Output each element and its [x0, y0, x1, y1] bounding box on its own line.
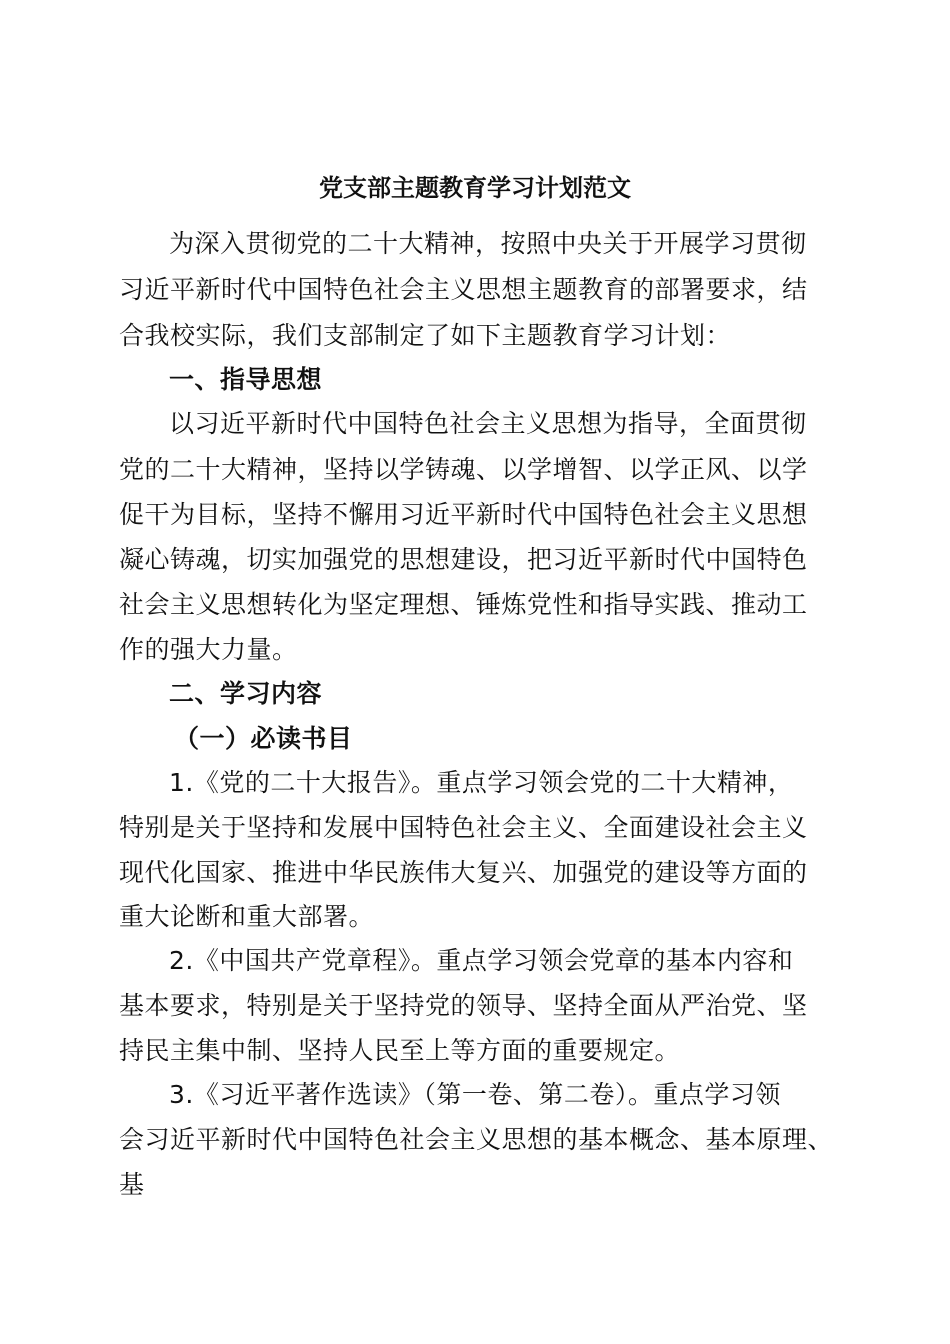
section1-line-4: 凝心铸魂，切实加强党的思想建设，把习近平新时代中国特色 — [119, 545, 808, 574]
intro-line-1: 为深入贯彻党的二十大精神，按照中央关于开展学习贯彻 — [169, 229, 807, 258]
item2-line-3: 持民主集中制、坚持人民至上等方面的重要规定。 — [119, 1036, 681, 1065]
item3-line-2: 会习近平新时代中国特色社会主义思想的基本概念、基本原理、 — [119, 1125, 834, 1154]
item3-line-3: 基 — [119, 1170, 145, 1199]
item1-line-2: 特别是关于坚持和发展中国特色社会主义、全面建设社会主义 — [119, 813, 808, 842]
section-heading-study-content: 二、学习内容 — [169, 679, 323, 708]
subsection-heading-required-reading: （一）必读书目 — [174, 724, 353, 753]
item1-line-4: 重大论断和重大部署。 — [119, 902, 375, 931]
intro-line-3: 合我校实际，我们支部制定了如下主题教育学习计划： — [119, 321, 732, 350]
intro-line-2: 习近平新时代中国特色社会主义思想主题教育的部署要求，结 — [119, 275, 808, 304]
item3-line-1: 3.《习近平著作选读》（第一卷、第二卷）。重点学习领 — [169, 1080, 781, 1109]
section-heading-guiding-ideology: 一、指导思想 — [169, 365, 323, 394]
item1-line-3: 现代化国家、推进中华民族伟大复兴、加强党的建设等方面的 — [119, 858, 808, 887]
section1-line-6: 作的强大力量。 — [119, 635, 298, 664]
section1-line-1: 以习近平新时代中国特色社会主义思想为指导，全面贯彻 — [169, 409, 807, 438]
item2-line-1: 2.《中国共产党章程》。重点学习领会党章的基本内容和 — [169, 946, 794, 975]
section1-line-5: 社会主义思想转化为坚定理想、锤炼党性和指导实践、推动工 — [119, 590, 808, 619]
section1-line-2: 党的二十大精神，坚持以学铸魂、以学增智、以学正风、以学 — [119, 455, 808, 484]
item2-line-2: 基本要求，特别是关于坚持党的领导、坚持全面从严治党、坚 — [119, 991, 808, 1020]
section1-line-3: 促干为目标，坚持不懈用习近平新时代中国特色社会主义思想 — [119, 500, 808, 529]
document-title: 党支部主题教育学习计划范文 — [319, 174, 631, 202]
item1-line-1: 1.《党的二十大报告》。重点学习领会党的二十大精神， — [169, 768, 794, 797]
